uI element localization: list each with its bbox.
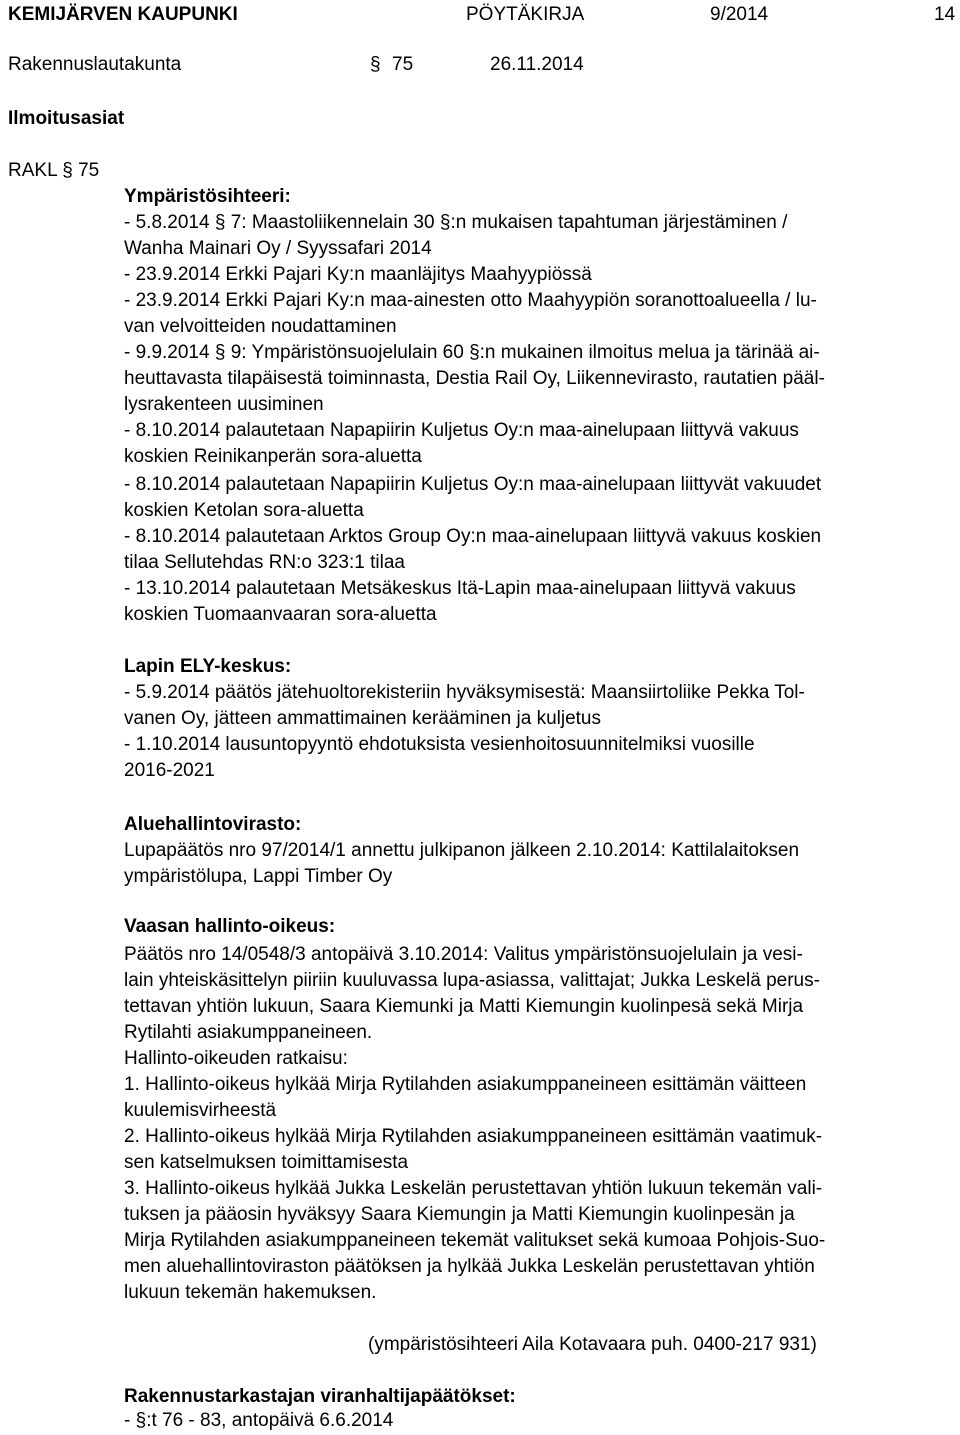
paragraph-line: kuulemisvirheestä: [124, 1100, 277, 1121]
rakl-text: RAKL: [8, 160, 57, 181]
paragraph-line: men aluehallintoviraston päätöksen ja hylkää Jukka Leskelän perustettavan yhtiön: [124, 1256, 815, 1277]
paragraph-line: 1. Hallinto-oikeus hylkää Mirja Rytilahden asiakumppaneineen esittämän väitteen: [124, 1074, 807, 1095]
dash: -: [124, 1410, 131, 1431]
rakl-label: [8, 158, 99, 184]
section-mark: §: [214, 212, 226, 233]
list-item-continuation: van velvoitteiden noudattaminen: [124, 316, 397, 337]
list-item-continuation: 2016-2021: [124, 760, 215, 781]
section-mark: §: [135, 1410, 147, 1431]
list-item: - 23.9.2014 Erkki Pajari Ky:n maanläjitys Maahyypiössä: [124, 264, 592, 285]
section-mark: §: [469, 342, 480, 363]
contact-info: (ympäristösihteeri Aila Kotavaara puh. 0400-217 931): [368, 1334, 817, 1355]
board-name: Rakennuslautakunta: [8, 54, 182, 75]
document-number: 9/2014: [710, 4, 769, 25]
paragraph-line: 2. Hallinto-oikeus hylkää Mirja Rytilahden asiakumppaneineen esittämän vaatimuk-: [124, 1126, 823, 1147]
list-item-continuation: heuttavasta tilapäisestä toiminnasta, Destia Rail Oy, Liikennevirasto, rautatien pääl-: [124, 368, 825, 389]
list-item: [124, 210, 787, 236]
section-heading-viranhaltija: Rakennustarkastajan viranhaltijapäätökset:: [124, 1386, 516, 1407]
list-item: - 8.10.2014 palautetaan Napapiirin Kuljetus Oy:n maa-ainelupaan liittyvä vakuus: [124, 420, 799, 441]
section-mark: §: [439, 212, 451, 233]
item-text: 9: Ympäristönsuojelulain 60: [230, 342, 464, 363]
item-text: :n mukainen ilmoitus melua ja tärinää ai-: [479, 342, 820, 363]
paragraph-line: ympäristölupa, Lappi Timber Oy: [124, 866, 393, 887]
paragraph-line: Lupapäätös nro 97/2014/1 annettu julkipanon jälkeen 2.10.2014: Kattilalaitoksen: [124, 840, 800, 861]
list-item: - 23.9.2014 Erkki Pajari Ky:n maa-ainesten otto Maahyypiön soranottoalueella / lu-: [124, 290, 817, 311]
list-item-continuation: lysrakenteen uusiminen: [124, 394, 324, 415]
paragraph-line: Päätös nro 14/0548/3 antopäivä 3.10.2014: Valitus ympäristönsuojelulain ja vesi-: [124, 944, 803, 965]
list-item: - 13.10.2014 palautetaan Metsäkeskus Itä-Lapin maa-ainelupaan liittyvä vakuus: [124, 578, 796, 599]
list-item: - 5.9.2014 päätös jätehuoltorekisteriin hyväksymisestä: Maansiirtoliike Pekka Tol-: [124, 682, 805, 703]
section-mark: §: [370, 54, 381, 75]
list-item: [124, 340, 820, 366]
list-item: - 8.10.2014 palautetaan Arktos Group Oy:n maa-ainelupaan liittyvä vakuus koskien: [124, 526, 822, 547]
item-date: - 9.9.2014: [124, 342, 210, 363]
municipality-name: KEMIJÄRVEN KAUPUNKI: [8, 4, 238, 25]
page-number: 14: [934, 4, 956, 25]
paragraph-line: Mirja Rytilahden asiakumppaneineen tekemät valitukset sekä kumoaa Pohjois-Suo-: [124, 1230, 826, 1251]
section-heading-ely: Lapin ELY-keskus:: [124, 656, 292, 677]
section-heading-hallinto-oikeus: Vaasan hallinto-oikeus:: [124, 916, 336, 937]
paragraph-line: tuksen ja pääosin hyväksyy Saara Kiemungin ja Matti Kiemungin kuolinpesän ja: [124, 1204, 795, 1225]
paragraph-line: Hallinto-oikeuden ratkaisu:: [124, 1048, 348, 1069]
section-mark: §: [214, 342, 226, 363]
list-item: [124, 1408, 393, 1434]
section-heading-ymparistosihteeri: Ympäristösihteeri:: [124, 186, 291, 207]
paragraph-line: sen katselmuksen toimittamisesta: [124, 1152, 409, 1173]
meeting-date: 26.11.2014: [490, 54, 584, 75]
list-item-continuation: koskien Reinikanperän sora-aluetta: [124, 446, 422, 467]
list-item-continuation: Wanha Mainari Oy / Syyssafari 2014: [124, 238, 432, 259]
item-date: - 5.8.2014: [124, 212, 210, 233]
list-item-continuation: vanen Oy, jätteen ammattimainen kerääminen ja kuljetus: [124, 708, 602, 729]
list-item-continuation: koskien Ketolan sora-aluetta: [124, 500, 364, 521]
item-text: :t 76 - 83, antopäivä 6.6.2014: [146, 1410, 394, 1431]
page-title: Ilmoitusasiat: [8, 108, 125, 129]
rakl-number: 75: [78, 160, 100, 181]
list-item-continuation: tilaa Sellutehdas RN:o 323:1 tilaa: [124, 552, 405, 573]
paragraph-line: Rytilahti asiakumppaneineen.: [124, 1022, 373, 1043]
document-type: PÖYTÄKIRJA: [466, 4, 585, 25]
section-number: 75: [392, 54, 414, 75]
rakl-section-mark: §: [62, 160, 73, 181]
item-text: 7: Maastoliikennelain 30: [230, 212, 435, 233]
list-item-continuation: koskien Tuomaanvaaran sora-aluetta: [124, 604, 437, 625]
item-text: :n mukaisen tapahtuman järjestäminen /: [450, 212, 788, 233]
paragraph-line: lukuun tekemän hakemuksen.: [124, 1282, 377, 1303]
paragraph-line: tettavan yhtiön lukuun, Saara Kiemunki ja Matti Kiemungin kuolinpesä sekä Mirja: [124, 996, 804, 1017]
list-item: - 8.10.2014 palautetaan Napapiirin Kuljetus Oy:n maa-ainelupaan liittyvät vakuudet: [124, 474, 822, 495]
list-item: - 1.10.2014 lausuntopyyntö ehdotuksista vesienhoitosuunnitelmiksi vuosille: [124, 734, 755, 755]
paragraph-line: 3. Hallinto-oikeus hylkää Jukka Leskelän perustettavan yhtiön lukuun tekemän vali-: [124, 1178, 823, 1199]
section-heading-avi: Aluehallintovirasto:: [124, 814, 302, 835]
paragraph-line: lain yhteiskäsittelyn piiriin kuuluvassa lupa-asiassa, valittajat; Jukka Leskelä perus-: [124, 970, 820, 991]
